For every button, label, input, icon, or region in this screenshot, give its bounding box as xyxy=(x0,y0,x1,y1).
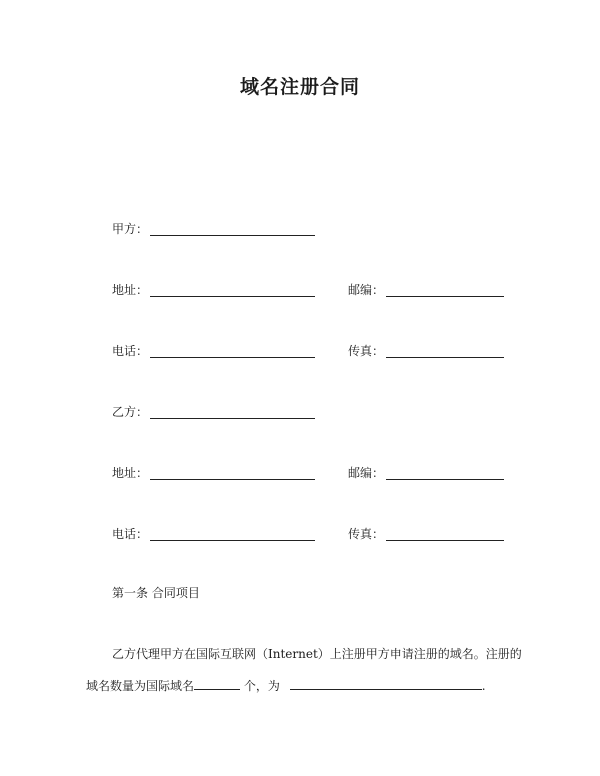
party-a-postcode-field xyxy=(348,277,504,297)
party-a-postcode-blank[interactable] xyxy=(386,282,504,297)
party-b-phone-blank[interactable] xyxy=(150,526,315,541)
party-a-fax-blank[interactable] xyxy=(386,343,504,358)
party-a-name-label: 甲方： xyxy=(112,222,149,236)
party-a-phone-blank[interactable] xyxy=(150,343,315,358)
domain-count-blank[interactable] xyxy=(194,677,240,690)
article-1-line-2 xyxy=(86,677,486,694)
party-a-postcode-label: 邮编： xyxy=(348,283,385,297)
party-a-address-field xyxy=(112,277,315,297)
party-b-postcode-blank[interactable] xyxy=(386,465,504,480)
party-a-fax-label: 传真： xyxy=(348,344,385,358)
party-a-fax-field xyxy=(348,338,504,358)
party-a-phone-field xyxy=(112,338,315,358)
party-a-address-blank[interactable] xyxy=(150,282,315,297)
article-1-line-1: 乙方代理甲方在国际互联网（Internet）上注册甲方申请注册的域名。注册的 xyxy=(112,647,522,661)
party-b-address-blank[interactable] xyxy=(150,465,315,480)
party-a-phone-label: 电话： xyxy=(112,344,149,358)
party-b-name-label: 乙方： xyxy=(112,405,149,419)
article-1-line-2-end: . xyxy=(481,679,486,693)
party-b-address-field xyxy=(112,460,315,480)
party-a-name-blank[interactable] xyxy=(150,221,315,236)
party-b-postcode-field xyxy=(348,460,504,480)
party-b-fax-label: 传真： xyxy=(348,527,385,541)
party-b-postcode-label: 邮编： xyxy=(348,466,385,480)
article-1-line-2-prefix: 域名数量为国际域名 xyxy=(86,679,195,693)
party-a-address-label: 地址： xyxy=(112,283,149,297)
party-b-address-label: 地址： xyxy=(112,466,149,480)
party-b-fax-blank[interactable] xyxy=(386,526,504,541)
party-b-phone-label: 电话： xyxy=(112,527,149,541)
party-b-fax-field xyxy=(348,521,504,541)
domain-names-blank[interactable] xyxy=(290,677,482,690)
party-a-name-field xyxy=(112,216,315,236)
party-b-name-blank[interactable] xyxy=(150,404,315,419)
page-title: 域名注册合同 xyxy=(239,76,360,98)
party-b-name-field xyxy=(112,399,315,419)
article-1-line-2-middle: 个，为 xyxy=(243,679,280,693)
article-1-heading: 第一条 合同项目 xyxy=(112,586,200,600)
party-b-phone-field xyxy=(112,521,315,541)
